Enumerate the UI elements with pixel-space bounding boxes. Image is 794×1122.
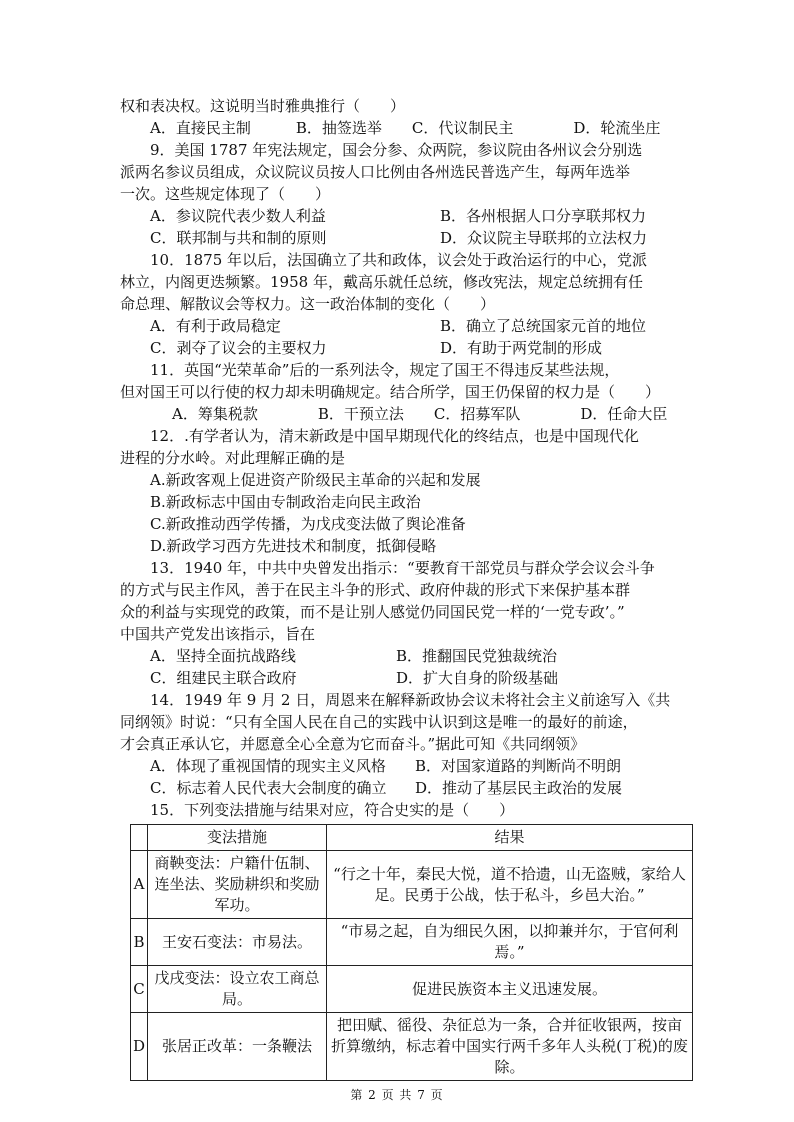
q12-stem: 12．.有学者认为，清末新政是中国早期现代化的终结点，也是中国现代化	[150, 427, 639, 445]
result-cell: 把田赋、徭役、杂征总为一条，合并征收银两，按亩折算缴纳，标志着中国实行两千多年人头税(丁税)的废除。	[327, 1013, 693, 1081]
reform-table	[130, 824, 693, 1081]
q10-stem: 林立，内阁更迭频繁。1958 年，戴高乐就任总统，修改宪法，规定总统拥有任	[120, 273, 643, 291]
q14-option-a: A．体现了重视国情的现实主义风格	[150, 757, 386, 775]
q8-options: A．直接民主制 B．抽签选举 C．代议制民主 D．轮流坐庄	[150, 119, 661, 137]
table-row	[131, 1013, 693, 1081]
q9-option-b: B．各州根据人口分享联邦权力	[440, 207, 647, 225]
q9-option-c: C．联邦制与共和制的原则	[150, 229, 327, 247]
q9-stem: 9．美国 1787 年宪法规定，国会分参、众两院，参议院由各州议会分别选	[150, 141, 643, 159]
q13-stem: 的方式与民主作风，善于在民主斗争的形式、政府仲裁的形式下来保护基本群	[120, 581, 631, 599]
q11-options: A．筹集税款 B．干预立法 C．招募军队 D．任命大臣	[172, 405, 668, 423]
q13-option-b: B．推翻国民党独裁统治	[396, 647, 558, 665]
q10-option-b: B．确立了总统国家元首的地位	[440, 317, 647, 335]
q13-stem: 13．1940 年，中共中央曾发出指示：“要教育干部党员与群众学会议会斗争	[150, 559, 655, 577]
q13-option-a: A．坚持全面抗战路线	[150, 647, 296, 665]
q14-option-c: C．标志着人民代表大会制度的确立	[150, 779, 387, 797]
table-header-cell: 结果	[327, 825, 693, 851]
q11-stem: 11．英国“光荣革命”后的一系列法令，规定了国王不得违反某些法规，	[150, 361, 620, 379]
measure-cell: 王安石变法：市易法。	[148, 919, 327, 966]
q10-option-c: C．剥夺了议会的主要权力	[150, 339, 327, 357]
q11-stem: 但对国王可以行使的权力却未明确规定。结合所学，国王仍保留的权力是（ ）	[120, 383, 661, 401]
q14-option-b: B．对国家道路的判断尚不明朗	[415, 757, 622, 775]
q12-option-b: B.新政标志中国由专制政治走向民主政治	[150, 493, 421, 511]
row-label: D	[131, 1013, 148, 1081]
table-row	[131, 851, 693, 919]
row-label: B	[131, 919, 148, 966]
result-cell: “市易之起，自为细民久困，以抑兼并尔，于官何利焉。”	[327, 919, 693, 966]
q9-stem: 一次。这些规定体现了（ ）	[120, 185, 331, 203]
q10-stem: 10．1875 年以后，法国确立了共和政体，议会处于政治运行的中心，党派	[150, 251, 648, 269]
measure-cell: 商鞅变法：户籍什伍制、连坐法、奖励耕织和奖励军功。	[148, 851, 327, 919]
q14-stem: 14．1949 年 9 月 2 日，周恩来在解释新政协会议未将社会主义前途写入《共	[150, 691, 671, 709]
result-cell: “行之十年，秦民大悦，道不拾遗，山无盗贼，家给人足。民勇于公战，怯于私斗，乡邑大治。”	[327, 851, 693, 919]
measure-cell: 张居正改革：一条鞭法	[148, 1013, 327, 1081]
q10-option-d: D．有助于两党制的形成	[440, 339, 603, 357]
page-number: 第 2 页 共 7 页	[350, 1088, 444, 1102]
table-row	[131, 966, 693, 1013]
q8-stem-end: 权和表决权。这说明当时雅典推行（ ）	[120, 97, 406, 115]
q15-stem: 15．下列变法措施与结果对应，符合史实的是（ ）	[150, 801, 515, 819]
result-cell: 促进民族资本主义迅速发展。	[327, 966, 693, 1013]
q12-option-a: A.新政客观上促进资产阶级民主革命的兴起和发展	[150, 471, 481, 489]
q9-option-a: A．参议院代表少数人利益	[150, 207, 326, 225]
q10-option-a: A．有利于政局稳定	[150, 317, 281, 335]
q12-option-d: D.新政学习西方先进技术和制度，抵御侵略	[150, 537, 437, 555]
q13-stem: 众的利益与实现党的政策，而不是让别人感觉仍同国民党一样的‘一党专政’。”	[120, 603, 625, 621]
q13-option-c: C．组建民主联合政府	[150, 669, 297, 687]
measure-cell: 戊戌变法：设立农工商总局。	[148, 966, 327, 1013]
q13-stem: 中国共产党发出该指示，旨在	[120, 625, 316, 643]
q9-option-d: D．众议院主导联邦的立法权力	[440, 229, 648, 247]
row-label: A	[131, 851, 148, 919]
q14-stem: 同纲领》时说：“只有全国人民在自己的实践中认识到这是唯一的最好的前途，	[120, 713, 638, 731]
table-header-row	[131, 825, 693, 851]
q10-stem: 命总理、解散议会等权力。这一政治体制的变化（ ）	[120, 295, 496, 313]
q12-option-c: C.新政推动西学传播，为戊戌变法做了舆论准备	[150, 515, 466, 533]
q12-stem: 进程的分水岭。对此理解正确的是	[120, 449, 346, 467]
table-header-cell: 变法措施	[148, 825, 327, 851]
q13-option-d: D．扩大自身的阶级基础	[396, 669, 559, 687]
q9-stem: 派两名参议员组成，众议院议员按人口比例由各州选民普选产生，每两年选举	[120, 163, 631, 181]
row-label: C	[131, 966, 148, 1013]
q14-stem: 才会真正承认它，并愿意全心全意为它而奋斗。”据此可知《共同纲领》	[120, 735, 586, 753]
table-header-cell	[131, 825, 148, 851]
q14-option-d: D．推动了基层民主政治的发展	[415, 779, 623, 797]
table-row	[131, 919, 693, 966]
